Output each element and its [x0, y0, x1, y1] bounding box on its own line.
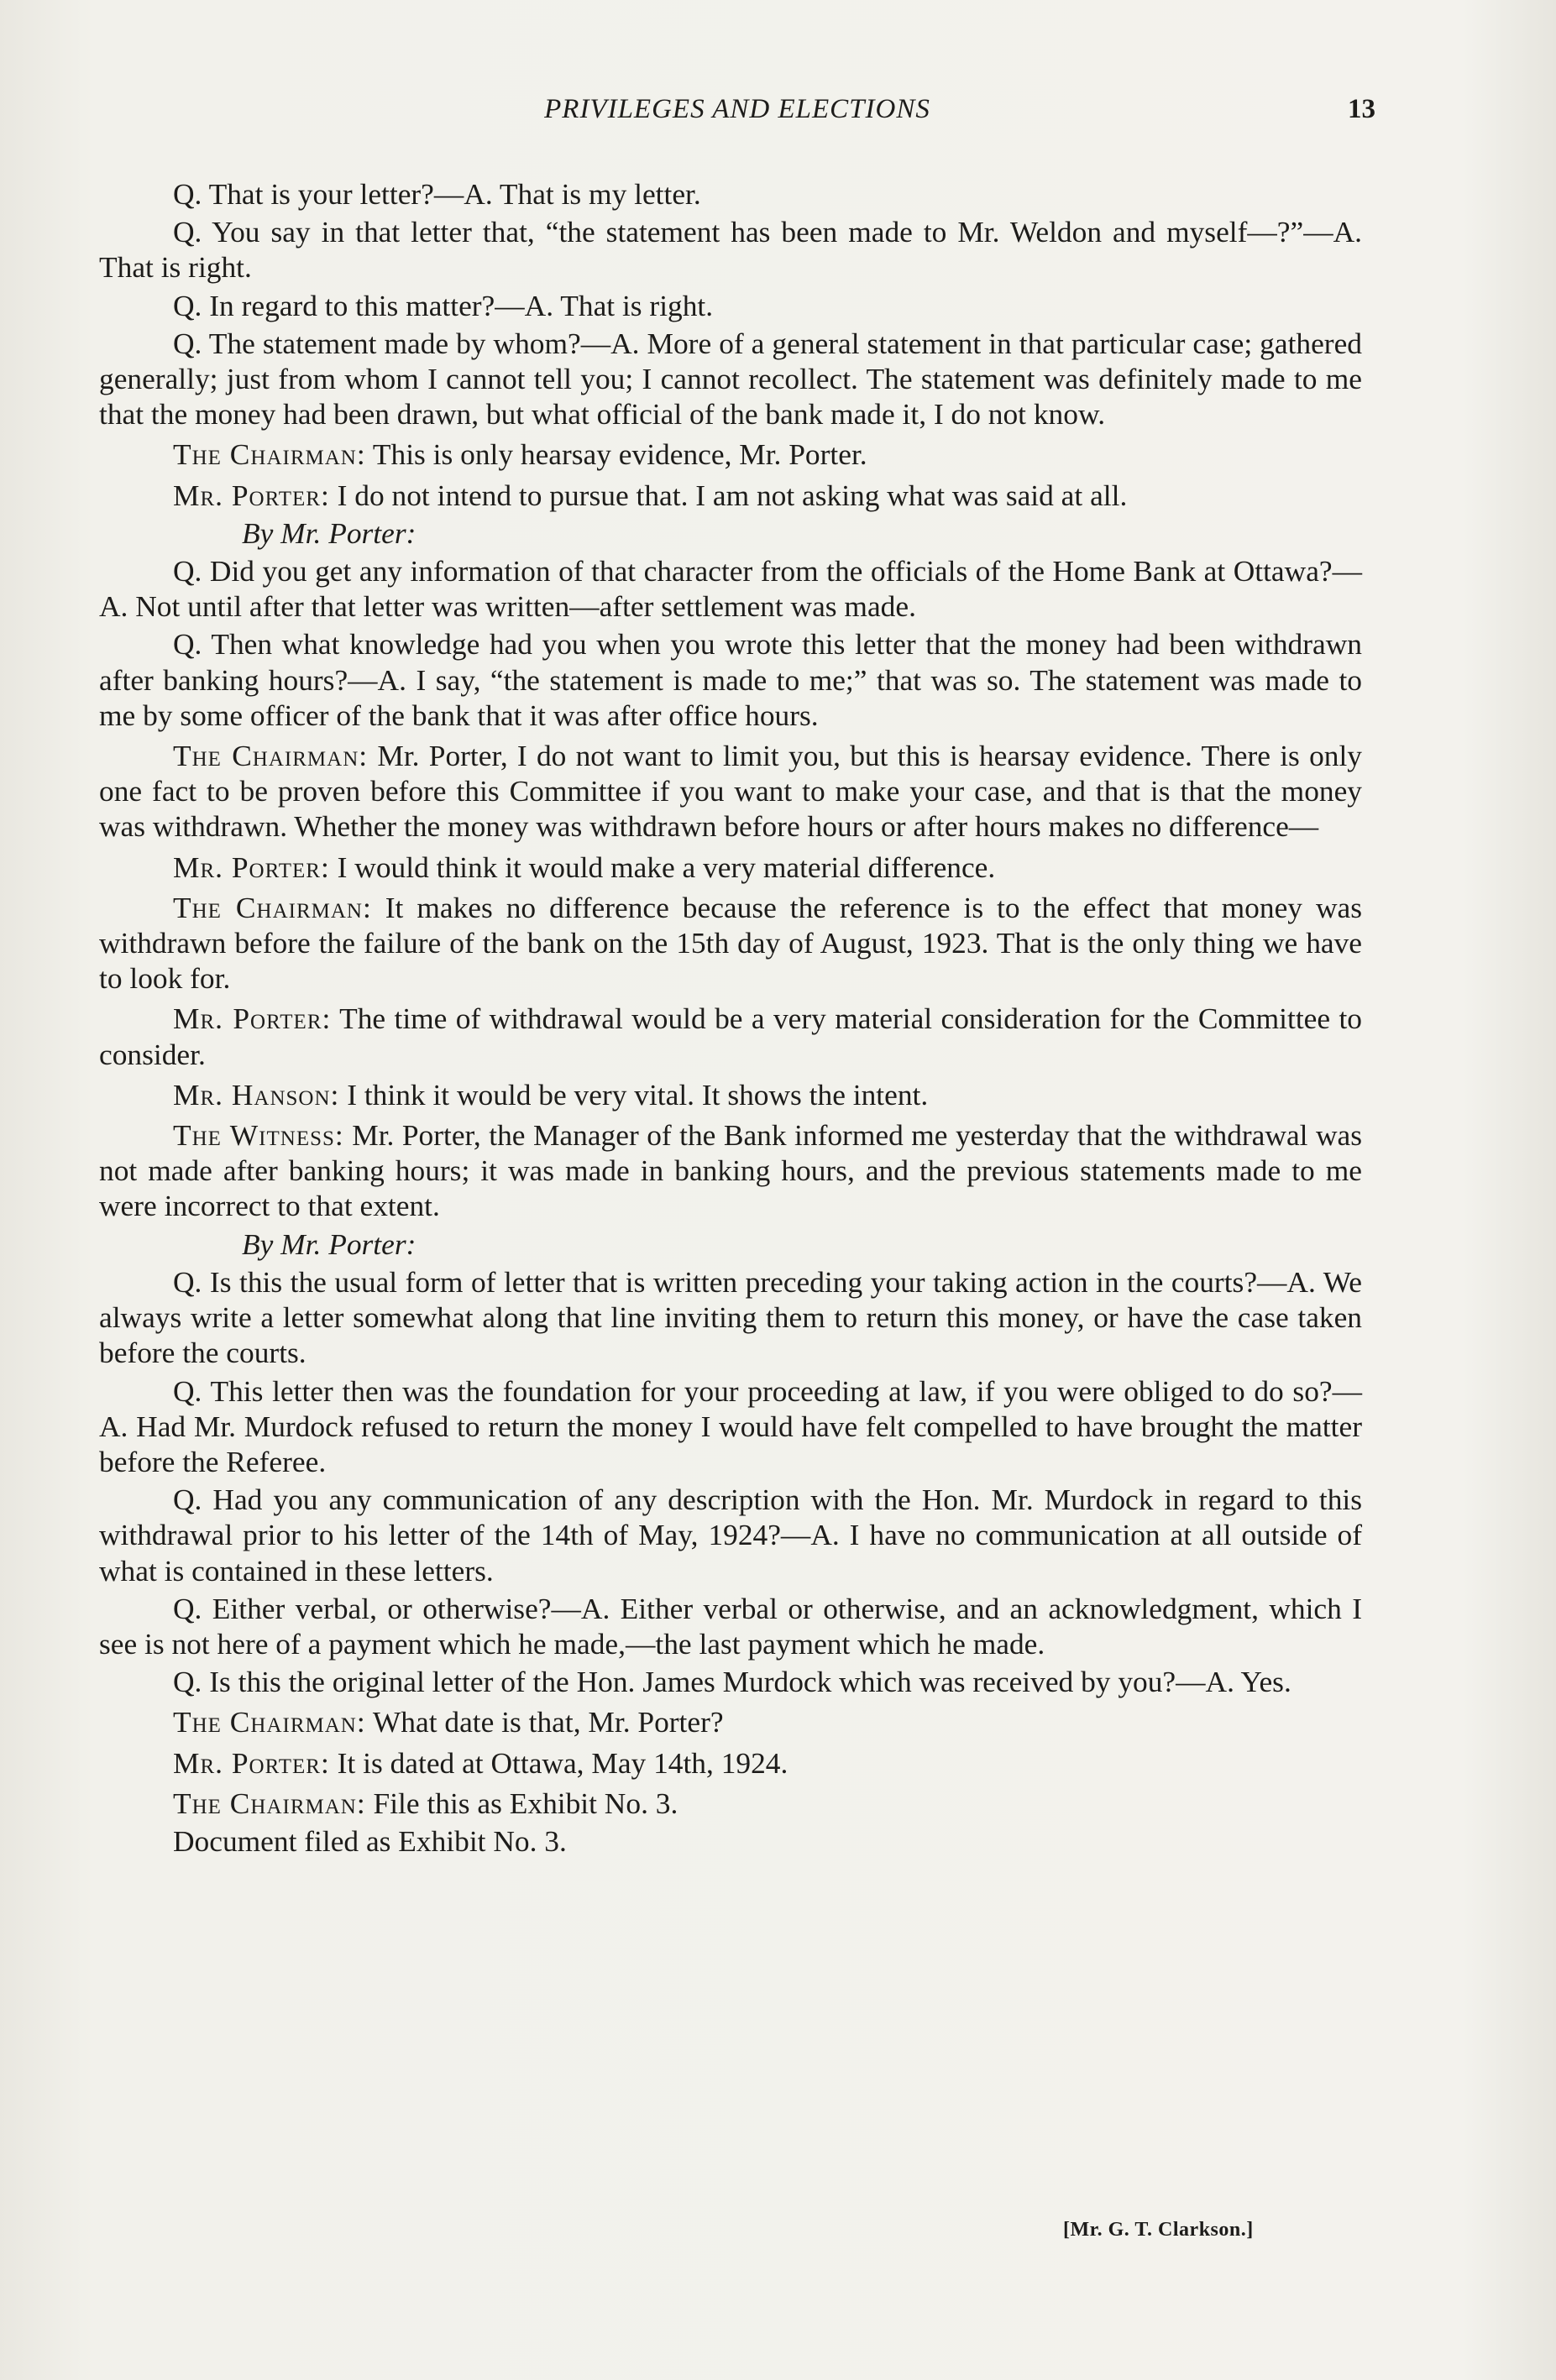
speaker-name: Mr. Hanson:: [173, 1077, 340, 1112]
qa-paragraph: Q. In regard to this matter?—A. That is right.: [173, 288, 714, 322]
speaker-name: The Witness:: [173, 1118, 344, 1153]
speaker-name: Mr. Porter:: [173, 850, 330, 884]
speech-paragraph: [99, 1786, 1362, 1821]
speaker-name: The Chairman:: [173, 1705, 366, 1739]
page-header: [99, 94, 1375, 144]
speech-paragraph: [99, 1001, 1362, 1071]
speech-text: I would think it would make a very material difference.: [337, 850, 996, 884]
qa-paragraph: Q. You say in that letter that, “the statement has been made to Mr. Weldon and myself—?”—A. That is right.: [99, 215, 1362, 285]
speech-text: It is dated at Ottawa, May 14th, 1924.: [337, 1745, 788, 1780]
qa-paragraph: Q. Is this the usual form of letter that is written preceding your taking action in the courts?—A. We always write a letter somewhat along that line inviting them to return this money, or have the case taken before the courts.: [99, 1264, 1362, 1370]
speaker-name: The Chairman:: [173, 1786, 366, 1820]
speaker-name: Mr. Porter:: [173, 478, 330, 512]
speech-paragraph: [99, 478, 1362, 513]
speech-text: I do not intend to pursue that. I am not asking what was said at all.: [337, 478, 1128, 512]
running-title: PRIVILEGES AND ELECTIONS: [544, 94, 930, 124]
speech-paragraph: [99, 890, 1362, 996]
examiner-heading: By Mr. Porter:: [242, 1227, 417, 1261]
speech-paragraph: [99, 1704, 1362, 1739]
speech-text: The time of withdrawal would be a very material consideration for the Committee to consider.: [99, 1002, 1362, 1071]
speech-text: What date is that, Mr. Porter?: [372, 1705, 724, 1739]
examiner-heading: By Mr. Porter:: [242, 515, 417, 550]
speaker-name: Mr. Porter:: [173, 1745, 330, 1780]
qa-paragraph: Q. Had you any communication of any description with the Hon. Mr. Murdock in regard to this withdrawal prior to his letter of the 14th of May, 1924?—A. I have no communication at all outside of what is contained in these letters.: [99, 1483, 1362, 1588]
speech-paragraph: [99, 850, 1362, 885]
qa-paragraph: Document filed as Exhibit No. 3.: [173, 1823, 567, 1858]
qa-paragraph: Q. The statement made by whom?—A. More of a general statement in that particular case; gathered generally; just from whom I cannot tell you; I cannot recollect. The statement was definitely made to me that the money had been drawn, but what official of the bank made it, I do not know.: [99, 326, 1362, 432]
speech-paragraph: [99, 1745, 1362, 1781]
speech-paragraph: [99, 1077, 1362, 1112]
speech-text: File this as Exhibit No. 3.: [373, 1786, 678, 1820]
speech-text: I think it would be very vital. It shows the intent.: [347, 1077, 929, 1112]
transcript-body: [99, 176, 1362, 1861]
speech-paragraph: [99, 738, 1362, 845]
speech-paragraph: [99, 437, 1362, 472]
footer-note: [Mr. G. T. Clarkson.]: [1063, 2219, 1254, 2241]
qa-paragraph: Q. Is this the original letter of the Hon. James Murdock which was received by you?—A. Yes.: [173, 1665, 1291, 1699]
qa-paragraph: Q. This letter then was the foundation for your proceeding at law, if you were obliged to do so?—A. Had Mr. Murdock refused to return the money I would have felt compelled to have brought the matter before the Referee.: [99, 1373, 1362, 1478]
speech-text: It makes no difference because the reference is to the effect that money was withdrawn before the failure of the bank on the 15th day of August, 1923. That is the only thing we have to look for.: [99, 890, 1362, 996]
speech-paragraph: [99, 1117, 1362, 1224]
speaker-name: The Chairman:: [173, 437, 366, 472]
qa-paragraph: Q. Then what knowledge had you when you wrote this letter that the money had been withdrawn after banking hours?—A. I say, “the statement is made to me;” that was so. The statement was made to me by some officer of the bank that it was after office hours.: [99, 627, 1362, 732]
speaker-name: The Chairman:: [173, 739, 369, 773]
page-number: 13: [1348, 94, 1375, 124]
qa-paragraph: Q. Either verbal, or otherwise?—A. Either verbal or otherwise, and an acknowledgment, which I see is not here of a payment which he made,—the last payment which he made.: [99, 1591, 1362, 1661]
speaker-name: The Chairman:: [173, 890, 372, 924]
qa-paragraph: Q. That is your letter?—A. That is my letter.: [173, 177, 701, 211]
speaker-name: Mr. Porter:: [173, 1002, 332, 1036]
speech-text: This is only hearsay evidence, Mr. Porter.: [372, 437, 867, 472]
qa-paragraph: Q. Did you get any information of that character from the officials of the Home Bank at Ottawa?—A. Not until after that letter was written—after settlement was made.: [99, 554, 1362, 624]
speech-text: Mr. Porter, the Manager of the Bank informed me yesterday that the withdrawal was not made after banking hours; it was made in banking hours, and the previous statements made to me were incorrect to that extent.: [99, 1118, 1362, 1223]
speech-text: Mr. Porter, I do not want to limit you, but this is hearsay evidence. There is only one fact to be proven before this Committee if you want to make your case, and that is that the money was withdrawn. Whether the money was withdrawn before hours or after hours makes no difference—: [99, 739, 1362, 844]
